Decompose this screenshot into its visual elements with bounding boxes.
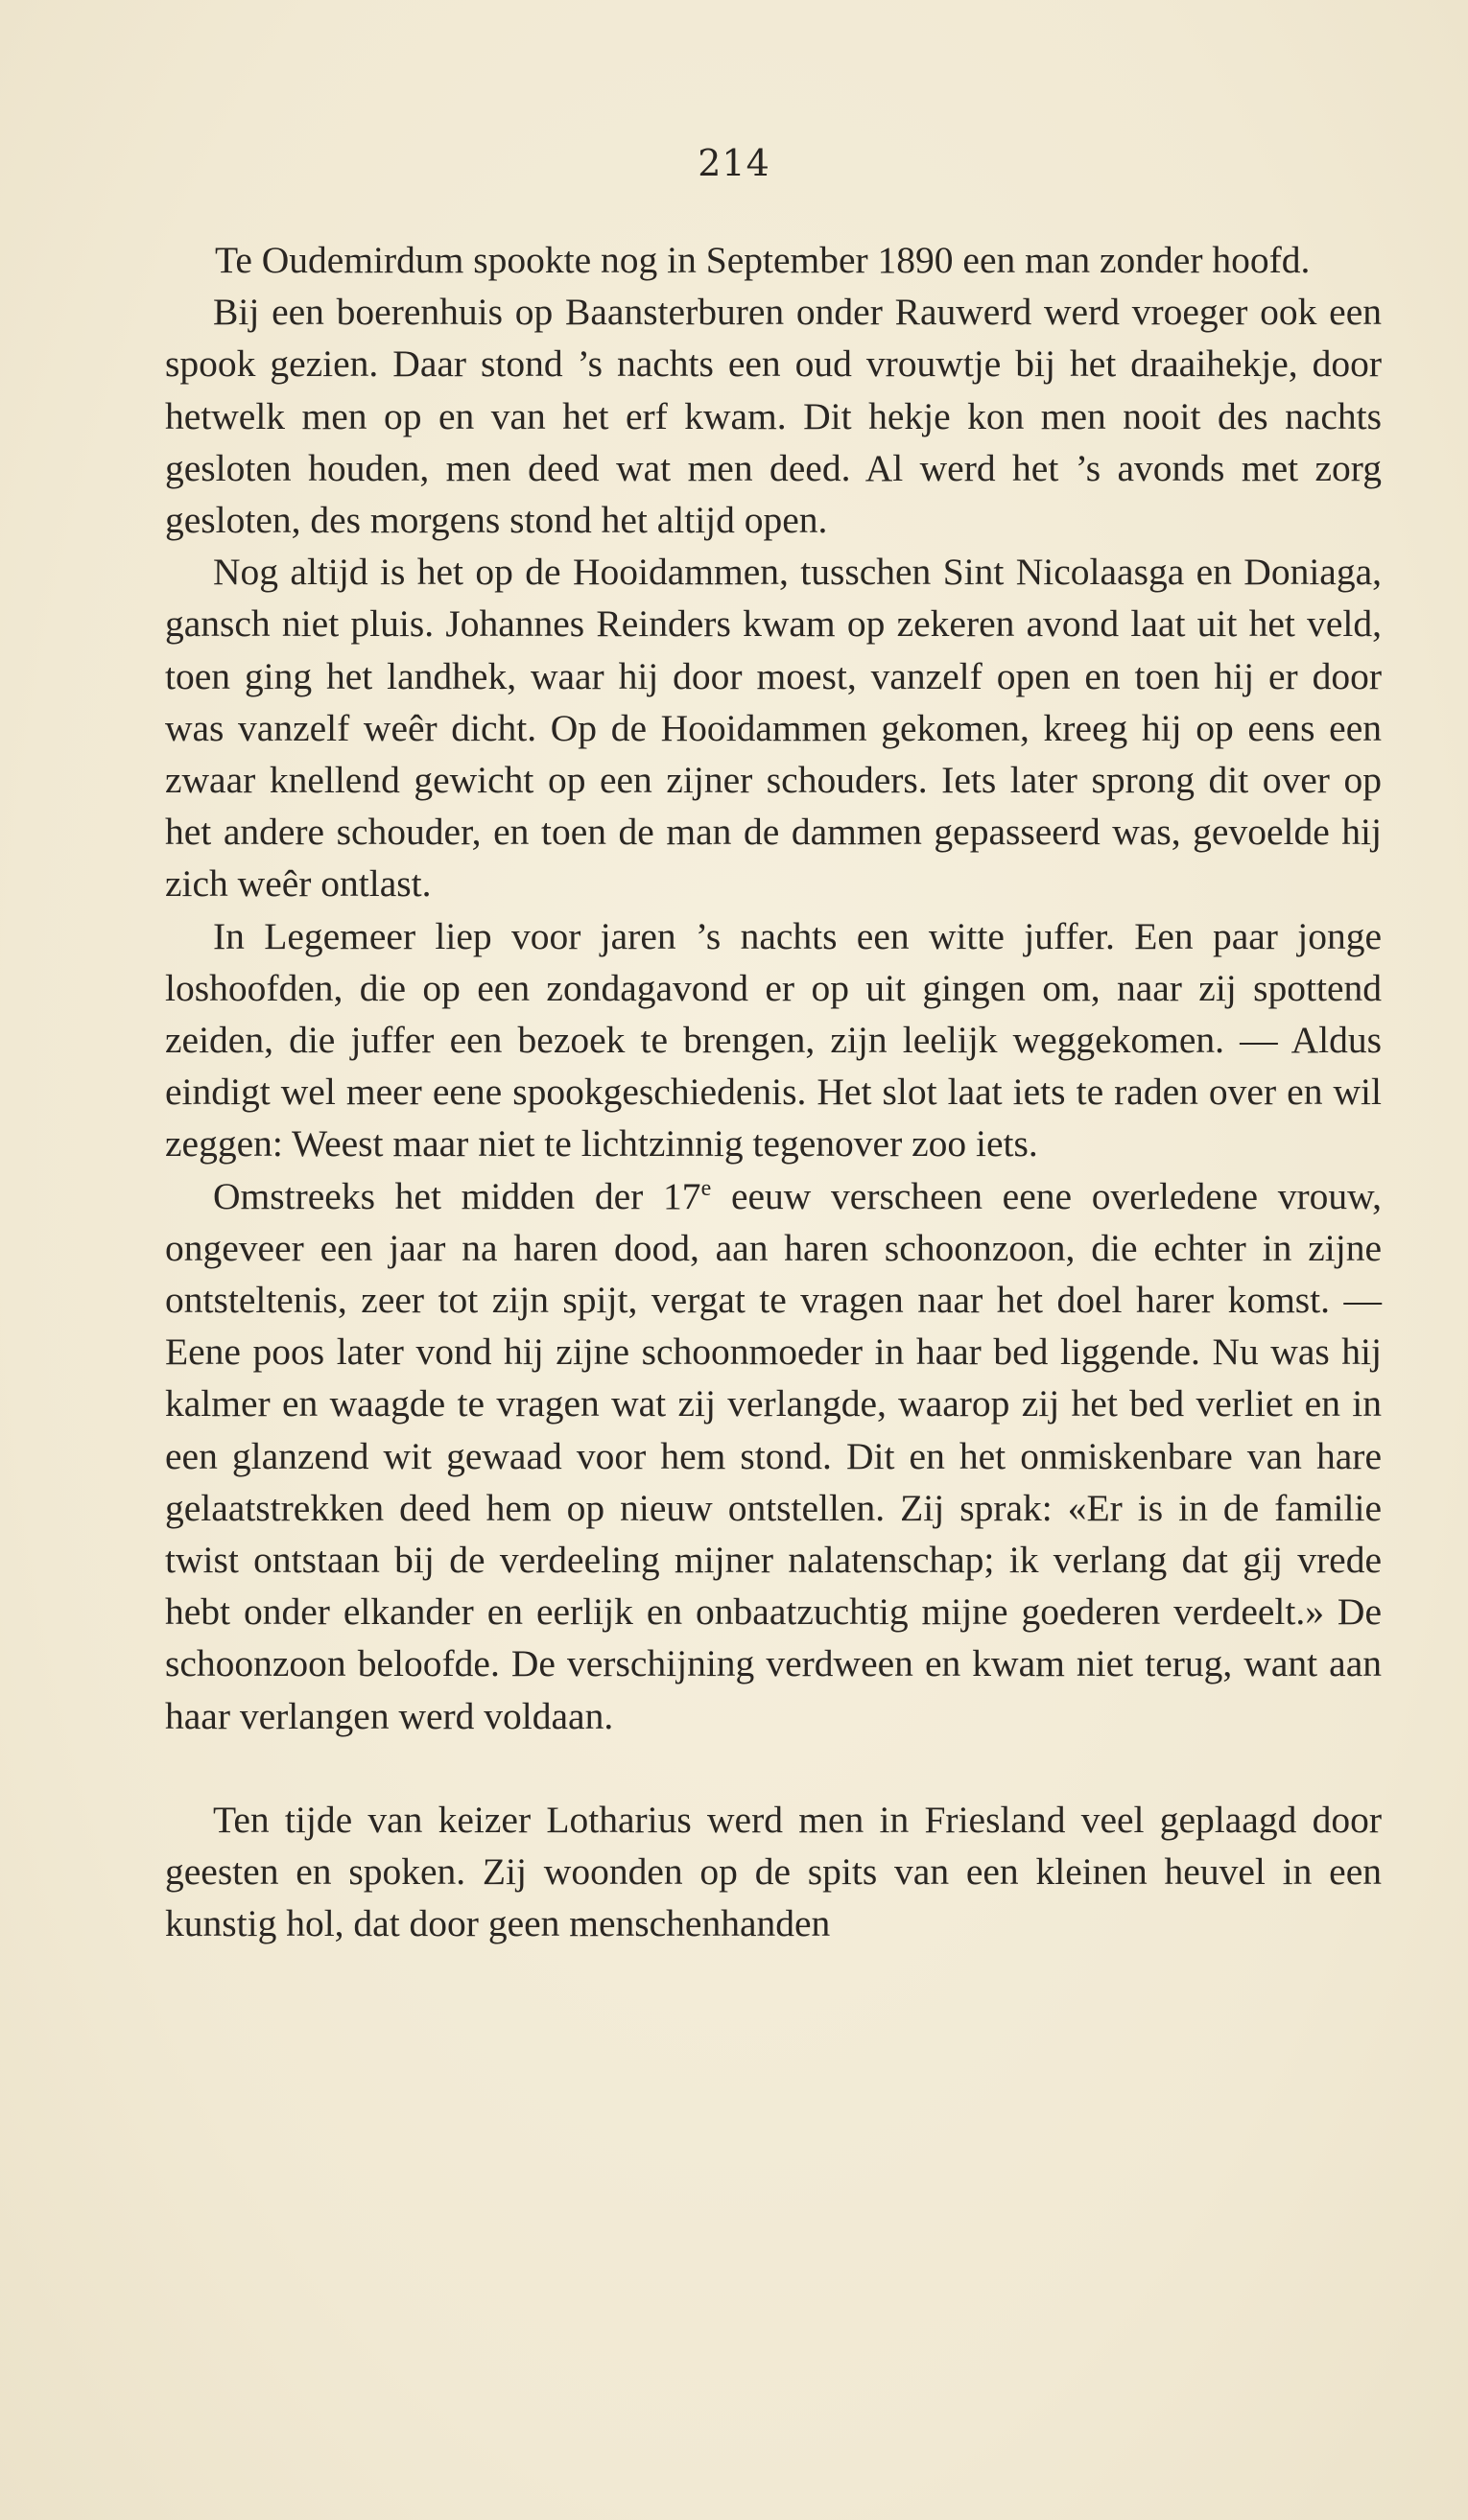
body-text (165, 234, 1382, 1950)
paragraph-hooidammen: Nog altijd is het op de Hooidammen, tusschen Sint Nicolaasga en Doniaga, gansch niet pluis. Johannes Reinders kwam op zekeren avond laat uit het veld, toen ging het landhek, waar hij door moest, vanzelf open en toen hij er door was vanzelf weêr dicht. Op de Hooidammen gekomen, kreeg hij op eens een zwaar knellend gewicht op een zijner schouders. Iets later sprong dit over op het andere schouder, en toen de man de dammen gepasseerd was, gevoelde hij zich weêr ontlast. (165, 551, 1382, 906)
paragraph-schoonzoon-rest: eeuw verscheen eene overledene vrouw, ongeveer een jaar na haren dood, aan haren schoonzoon, die echter in zijne ontsteltenis, zeer tot zijn spijt, vergat te vragen naar het doel harer komst. — Eene poos later vond hij zijne schoonmoeder in haar bed liggende. Nu was hij kalmer en waagde te vragen wat zij verlangde, waarop zij het bed verliet en in een glanzend wit gewaad voor hem stond. Dit en het onmiskenbare van hare gelaatstrekken deed hem op nieuw ontstellen. Zij sprak: «Er is in de familie twist ontstaan bij de verdeeling mijner nalatenschap; ik verlang dat gij vrede hebt onder elkander en eerlijk en onbaatzuchtig mijne goederen verdeelt.» De schoonzoon beloofde. De verschijning verdween en kwam niet terug, want aan haar verlangen werd voldaan. (165, 1174, 1382, 1737)
paragraph-oudemirdum: Te Oudemirdum spookte nog in September 1890 een man zonder hoofd. (215, 239, 1311, 281)
paragraph-legemeer: In Legemeer liep voor jaren ’s nachts een witte juffer. Een paar jonge loshoofden, die op een zondagavond er op uit gingen om, naar zij spottend zeiden, die juffer een bezoek te brengen, zijn leelijk weggekomen. — Aldus eindigt wel meer eene spookgeschiedenis. Het slot laat iets te raden over en wil zeggen: Weest maar niet te lichtzinnig tegenover zoo iets. (165, 914, 1382, 1166)
paragraph-schoonzoon (165, 1170, 1382, 1742)
paragraph-lotharius: Ten tijde van keizer Lotharius werd men in Friesland veel geplaagd door geesten en spoken. Zij woonden op de spits van een kleinen heuvel in een kunstig hol, dat door geen menschenhanden (165, 1798, 1382, 1945)
page-number: 214 (698, 142, 770, 184)
paragraph-schoonzoon-start: Omstreeks het midden der 17 (213, 1174, 701, 1217)
paragraph-rauwerd: Bij een boerenhuis op Baansterburen onder Rauwerd werd vroeger ook een spook gezien. Daar stond ’s nachts een oud vrouwtje bij het draaihekje, door hetwelk men op en van het erf kwam. Dit hekje kon men nooit des nachts gesloten houden, men deed wat men deed. Al werd het ’s avonds met zorg gesloten, des morgens stond het altijd open. (165, 291, 1382, 542)
ordinal-superscript: e (700, 1175, 712, 1201)
